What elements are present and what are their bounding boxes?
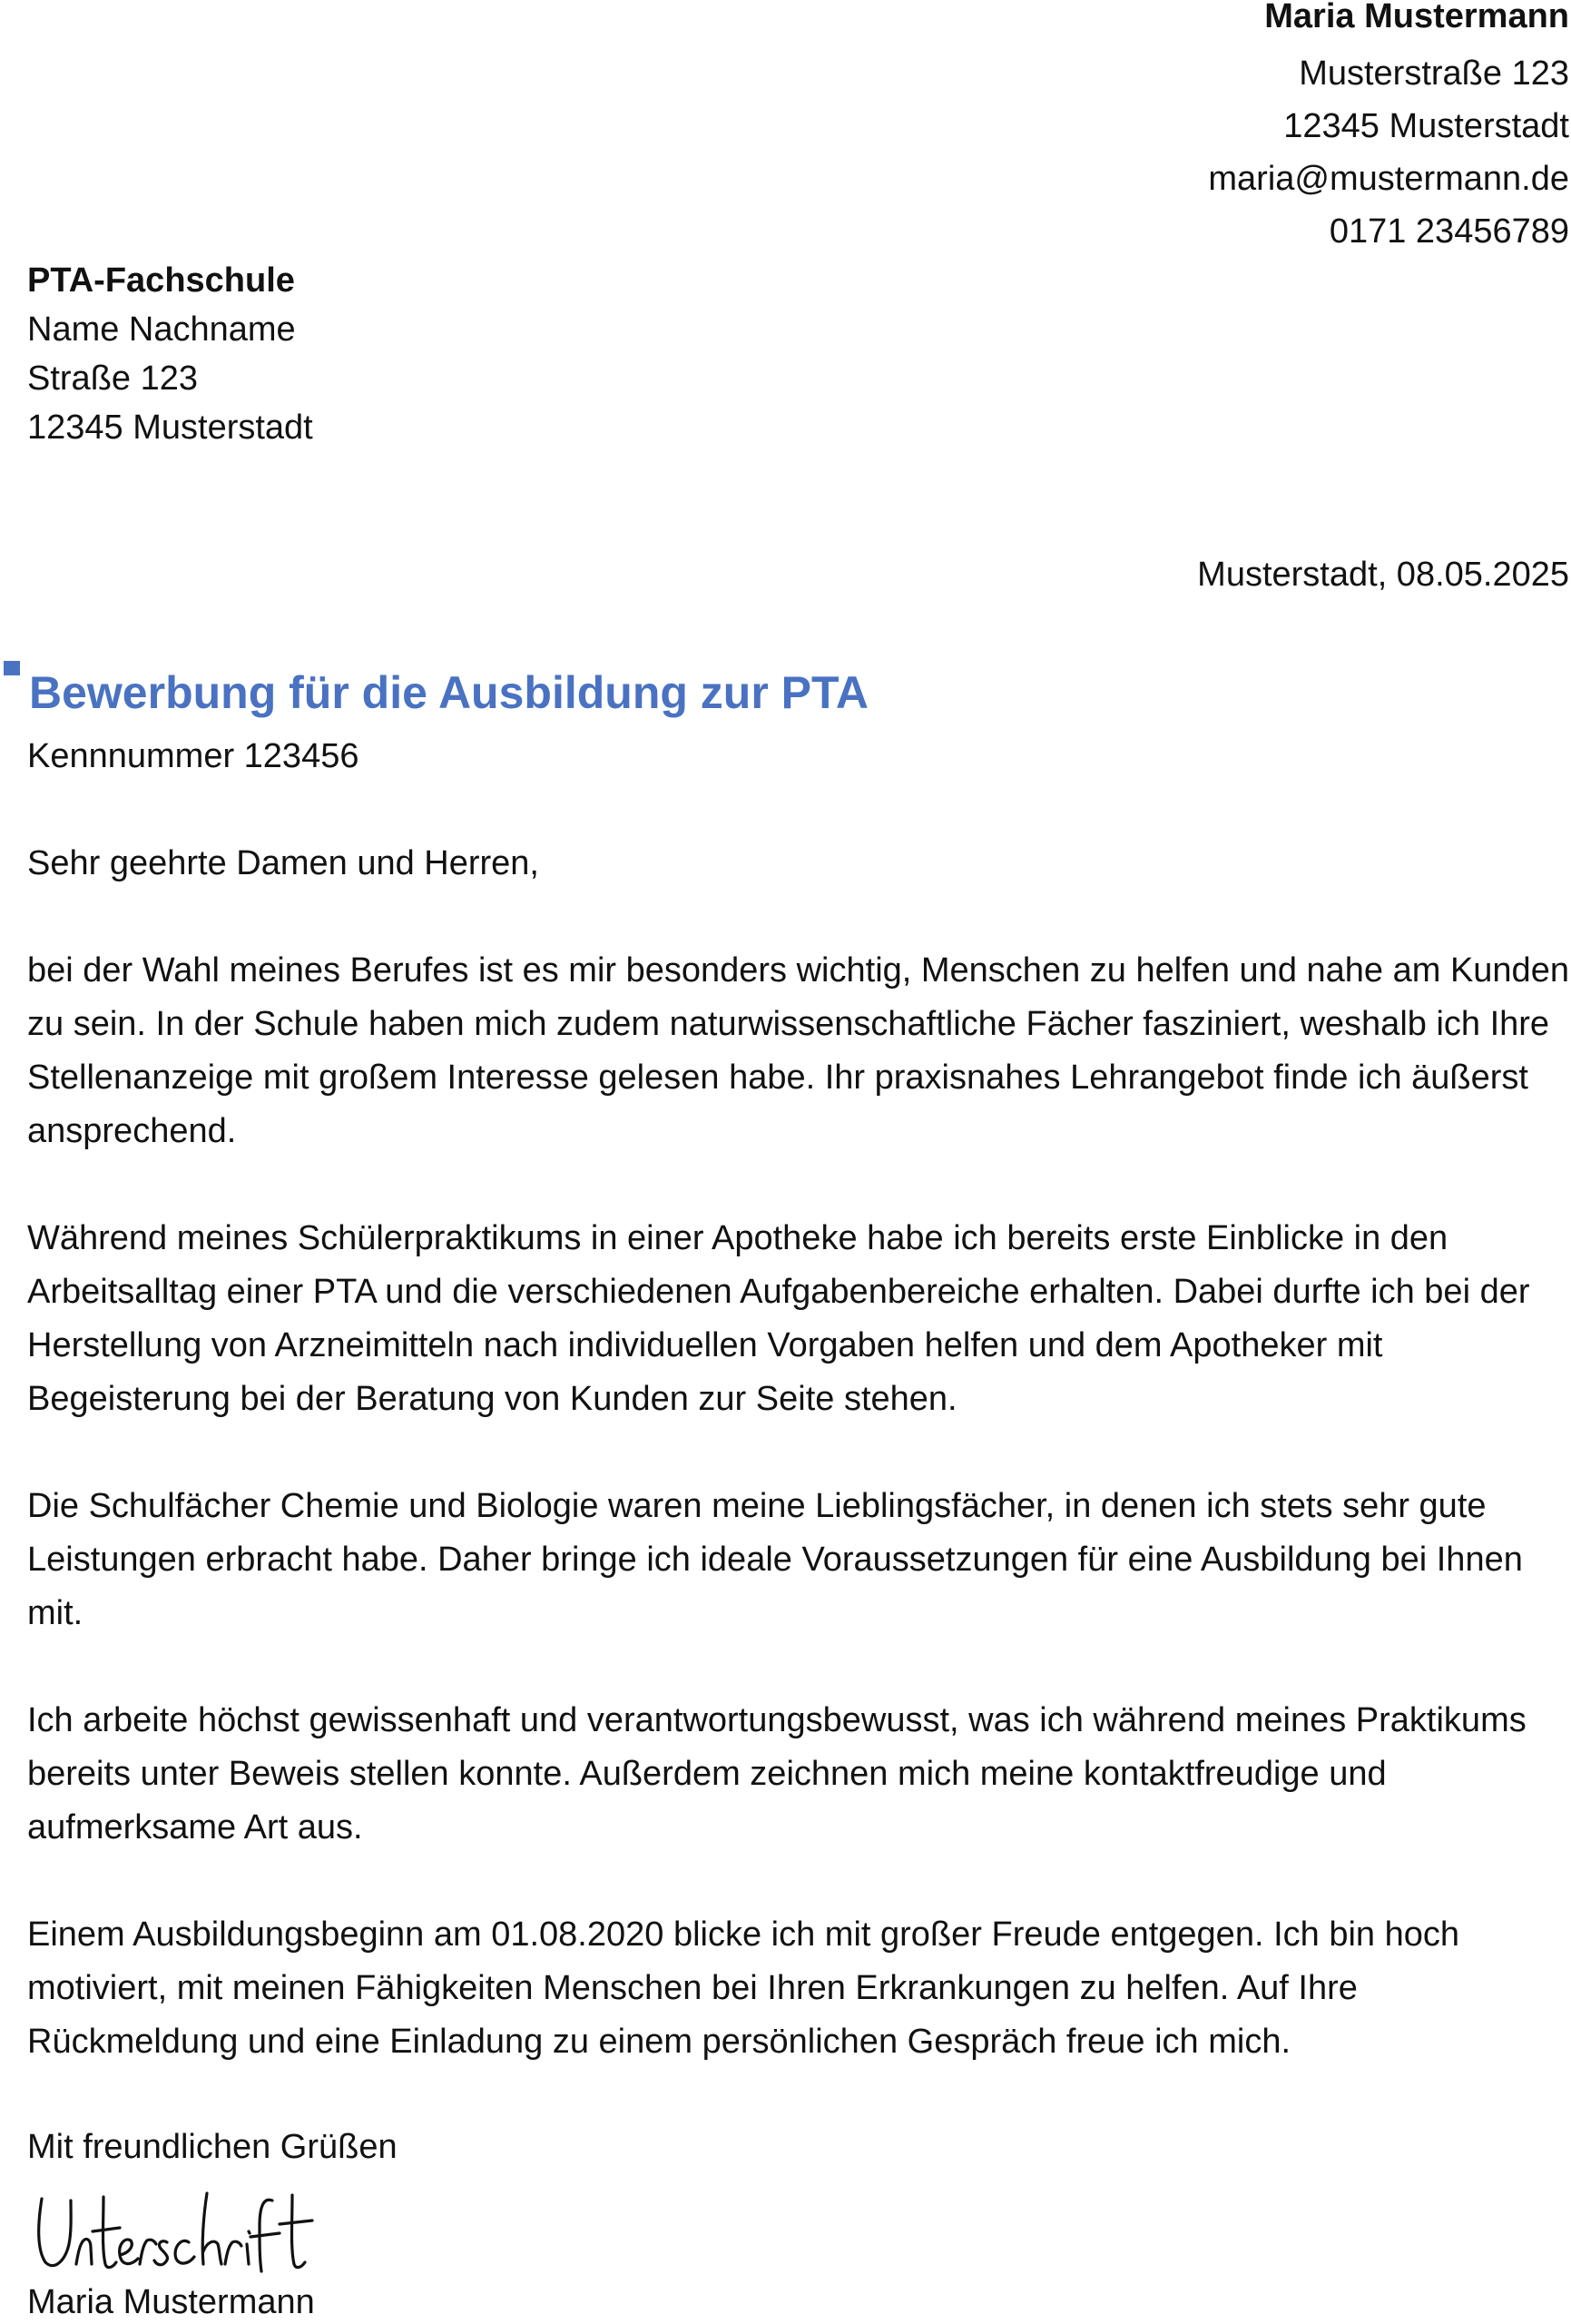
letter-body [27,837,1570,2122]
closing-greeting: Mit freundlichen Grüßen [27,2128,398,2166]
salutation: Sehr geehrte Damen und Herren, [27,844,539,882]
heading-marker [4,661,20,675]
subject-title: Bewerbung für die Ausbildung zur PTA [29,667,869,718]
sender-name: Maria Mustermann [1264,0,1569,35]
recipient-street: Straße 123 [27,359,198,398]
recipient-organization: PTA-Fachschule [27,261,295,300]
sender-block [934,0,1569,258]
sender-email: maria@mustermann.de [1208,160,1569,198]
sender-street: Musterstraße 123 [1299,54,1569,93]
sender-city: 12345 Musterstadt [1283,107,1569,145]
reference-number: Kennnummer 123456 [27,737,359,775]
recipient-contact: Name Nachname [27,310,296,349]
body-paragraph-3: Die Schulfächer Chemie und Biologie waren meine Lieblingsfächer, in denen ich stets sehr gute Leistungen erbracht habe. Daher bringe ich ideale Voraussetzungen für eine Ausbildung bei Ihnen mit. [27,1487,1523,1632]
sender-phone: 0171 23456789 [1329,212,1569,251]
handwritten-signature [29,2181,319,2280]
body-paragraph-5: Einem Ausbildungsbeginn am 01.08.2020 blicke ich mit großer Freude entgegen. Ich bin hoch motiviert, mit meinen Fähigkeiten Menschen bei Ihren Erkrankungen zu helfen. Auf Ihre Rückmeldung und eine Einladung zu einem persönlichen Gespräch freue ich mich. [27,1915,1459,2061]
recipient-city: 12345 Musterstadt [27,409,313,447]
body-paragraph-2: Während meines Schülerpraktikums in einer Apotheke habe ich bereits erste Einblicke in den Arbeitsalltag einer PTA und die verschiedenen Aufgabenbereiche erhalten. Dabei durfte ich bei der Herstellung von Arzneimitteln nach individuellen Vorgaben helfen und dem Apotheker mit Begeisterung bei der Beratung von Kunden zur Seite stehen. [27,1219,1530,1418]
recipient-block [27,256,663,452]
body-paragraph-1: bei der Wahl meines Berufes ist es mir besonders wichtig, Menschen zu helfen und nahe am Kunden zu sein. In der Schule haben mich zudem naturwissenschaftliche Fächer fasziniert, weshalb ich Ihre Stellenanzeige mit großem Interesse gelesen habe. Ihr praxisnahes Lehrangebot finde ich äußerst ansprechend. [27,951,1569,1150]
body-paragraph-4: Ich arbeite höchst gewissenhaft und verantwortungsbewusst, was ich während meines Praktikums bereits unter Beweis stellen konnte. Außerdem zeichnen mich meine kontaktfreudige und aufmerksame Art aus. [27,1701,1527,1846]
date-line: Musterstadt, 08.05.2025 [1197,556,1569,594]
signer-name: Maria Mustermann [27,2283,315,2321]
